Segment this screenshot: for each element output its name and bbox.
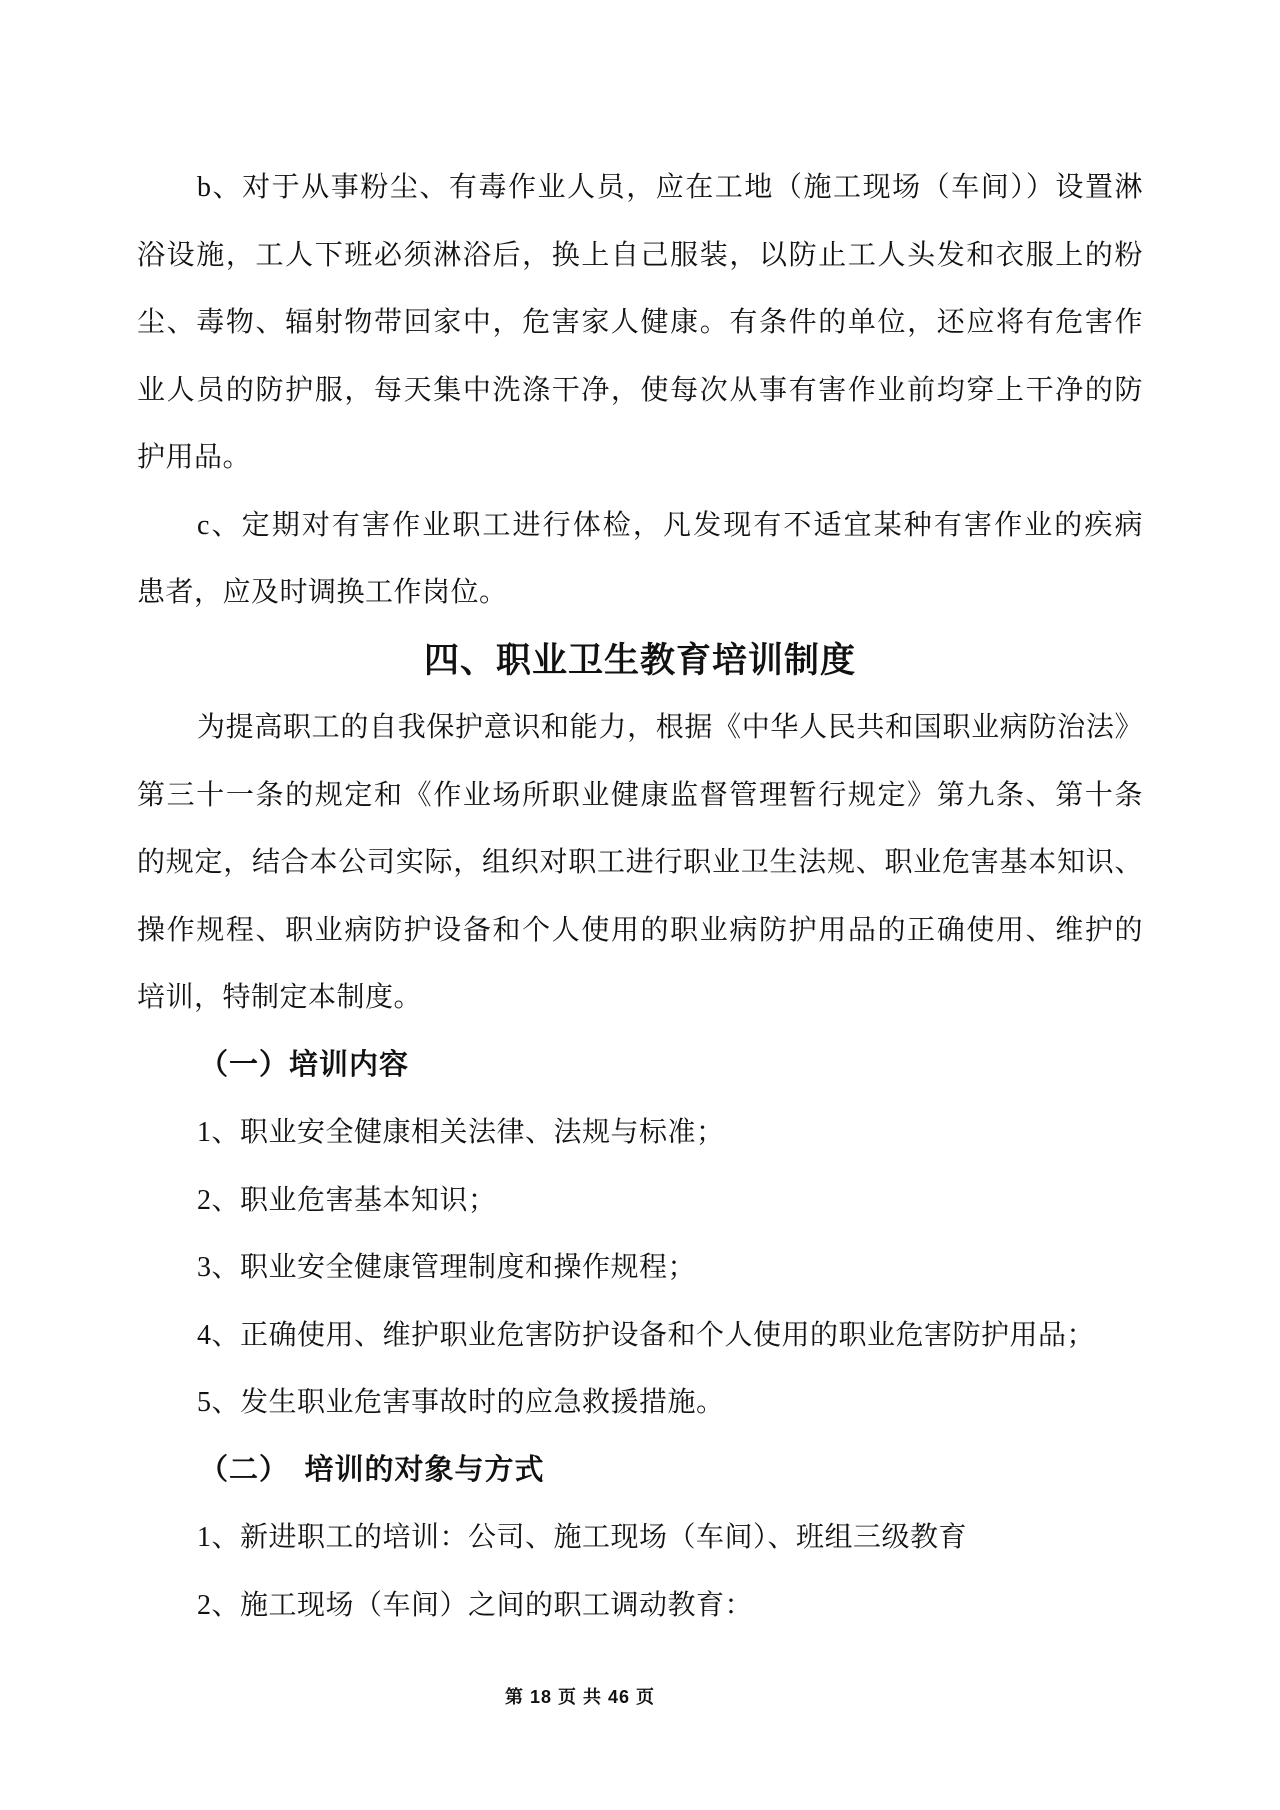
paragraph-line: 尘、毒物、辐射物带回家中，危害家人健康。有条件的单位，还应将有危害作: [137, 307, 1143, 338]
subsection-heading: （一）培训内容: [199, 1048, 410, 1081]
list-item: 2、职业危害基本知识；: [197, 1184, 497, 1216]
list-item: 5、发生职业危害事故时的应急救援措施。: [197, 1387, 725, 1418]
subsection-heading: （二） 培训的对象与方式: [199, 1453, 545, 1486]
paragraph-line: c、定期对有害作业职工进行体检，凡发现有不适宜某种有害作业的疾病: [197, 509, 1143, 541]
paragraph-line: 患者，应及时调换工作岗位。: [137, 577, 508, 608]
page-footer: [0, 1682, 1160, 1712]
paragraph-line: 操作规程、职业病防护设备和个人使用的职业病防护用品的正确使用、维护的: [137, 914, 1143, 946]
list-item: 1、职业安全健康相关法律、法规与标准；: [197, 1117, 725, 1148]
document-body: [137, 154, 1143, 1639]
page-number: 第 18 页 共 46 页: [504, 1687, 656, 1707]
paragraph-line: 业人员的防护服，每天集中洗涤干净，使每次从事有害作业前均穿上干净的防: [137, 374, 1143, 406]
list-item: 1、新进职工的培训：公司、施工现场（车间）、班组三级教育: [197, 1522, 968, 1553]
list-item: 2、施工现场（车间）之间的职工调动教育：: [197, 1589, 754, 1621]
paragraph-line: 浴设施，工人下班必须淋浴后，换上自己服装，以防止工人头发和衣服上的粉: [137, 239, 1143, 271]
paragraph-line: 护用品。: [137, 442, 252, 473]
paragraph-line: b、对于从事粉尘、有毒作业人员，应在工地（施工现场（车间））设置淋: [197, 172, 1143, 203]
paragraph-line: 为提高职工的自我保护意识和能力，根据《中华人民共和国职业病防治法》: [197, 712, 1143, 743]
paragraph-line: 培训，特制定本制度。: [137, 982, 423, 1013]
list-item: 3、职业安全健康管理制度和操作规程；: [197, 1252, 697, 1283]
section-heading: 四、职业卫生教育培训制度: [423, 640, 856, 680]
paragraph-line: 的规定，结合本公司实际，组织对职工进行职业卫生法规、职业危害基本知识、: [137, 847, 1143, 878]
paragraph-line: 第三十一条的规定和《作业场所职业健康监督管理暂行规定》第九条、第十条: [137, 779, 1143, 811]
list-item: 4、正确使用、维护职业危害防护设备和个人使用的职业危害防护用品；: [197, 1319, 1096, 1351]
